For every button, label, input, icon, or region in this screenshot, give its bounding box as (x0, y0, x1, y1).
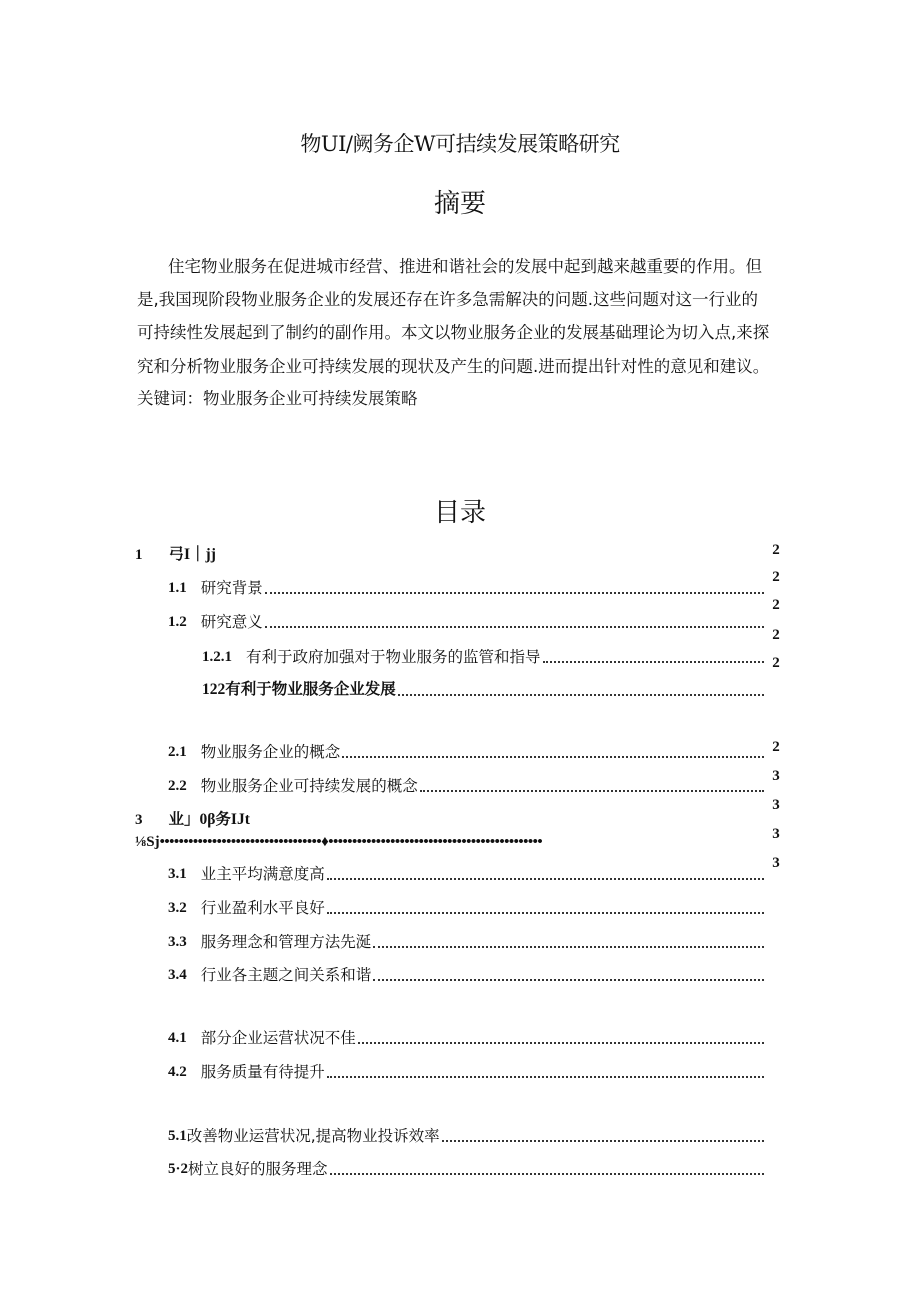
toc-page-number: 3 (772, 855, 780, 871)
toc-entry-label: 122有利于物业服务企业发展 (202, 681, 396, 698)
abstract-line-2: 是,我国现阶段物业服务企业的发展还存在许多急需解决的问题.这些问题对这一行业的 (137, 290, 758, 309)
toc-leader-dots (265, 592, 764, 594)
document-title: 物UI/阙务企W可拮续发展策略研究 (300, 132, 620, 156)
toc-entry-label: 物业服务企业的概念 (200, 743, 341, 761)
toc-entry-1-2-2[interactable] (202, 680, 764, 700)
toc-leader-dots (398, 694, 764, 696)
toc-leader-dots (373, 979, 764, 981)
toc-entry-3[interactable] (135, 810, 535, 830)
abstract-line-3: 可持续性发展起到了制约的副作用。本文以物业服务企业的发展基础理论为切入点,来探 (137, 323, 770, 342)
toc-leader-dots (420, 790, 764, 792)
toc-entry-3-2[interactable] (168, 898, 764, 918)
toc-leader-dots (265, 626, 764, 628)
toc-entry-3-1[interactable] (168, 864, 764, 884)
toc-entry-number: 1.2 (168, 614, 187, 630)
toc-leader-dots (327, 912, 764, 914)
toc-entry-3-3[interactable] (168, 932, 764, 952)
toc-entry-label: 研究背景 (200, 579, 263, 597)
toc-entry-number: 5·2 (168, 1161, 189, 1177)
toc-leader-dots (442, 1140, 764, 1142)
toc-entry-1-1[interactable] (168, 578, 764, 598)
toc-entry-1-2[interactable] (168, 612, 764, 632)
toc-entry-number: 3.1 (168, 866, 187, 882)
toc-entry-label: 业」0β务IJt (168, 811, 250, 828)
toc-page-number: 2 (772, 627, 780, 643)
toc-page-number: 2 (772, 597, 780, 613)
toc-entry-2-1[interactable] (168, 742, 764, 762)
toc-entry-number: 1 (135, 547, 143, 563)
abstract-heading: 摘要 (433, 189, 486, 219)
toc-entry-label: 有利于政府加强对于物业服务的监管和指导 (246, 648, 541, 666)
toc-bullet-leader: ••••••••••••••••••••••••••••••••••♦••••••••••••••••••••••••••••••••••••••••••••• (159, 834, 543, 850)
toc-entry-label: 弓I｜jj (168, 546, 216, 563)
toc-page-number: 2 (772, 739, 780, 755)
toc-entry-number: 4.2 (168, 1064, 187, 1080)
abstract-line-1: 住宅物业服务在促进城市经营、推进和谐社会的发展中起到越来越重要的作用。但 (168, 257, 762, 276)
toc-page-number: 3 (772, 826, 780, 842)
toc-entry-5-2[interactable] (168, 1159, 764, 1179)
toc-entry-number: 2.2 (168, 778, 187, 794)
toc-entry-4-1[interactable] (168, 1028, 764, 1048)
toc-page-number: 3 (772, 768, 780, 784)
toc-broken-prefix: ⅛Sj (135, 834, 160, 850)
toc-entry-label: 改善物业运营状况,提高物业投诉效率 (186, 1127, 440, 1145)
toc-page-number: 2 (772, 569, 780, 585)
toc-entry-number: 1.2.1 (202, 649, 232, 665)
toc-leader-dots (327, 878, 764, 880)
toc-entry-number: 3 (135, 812, 143, 828)
toc-entry-label: 服务质量有待提升 (200, 1063, 325, 1081)
toc-entry-label: 行业盈利水平良好 (200, 899, 325, 917)
toc-page-number: 2 (772, 655, 780, 671)
toc-entry-number: 4.1 (168, 1030, 187, 1046)
toc-entry-number: 1.1 (168, 580, 187, 596)
toc-entry-1[interactable] (135, 545, 515, 565)
toc-broken-leader (135, 834, 542, 851)
toc-leader-dots (543, 661, 764, 663)
toc-entry-label: 行业各主题之间关系和谐 (200, 966, 372, 984)
keywords: 关键词：物业服务企业可持续发展策略 (137, 389, 418, 408)
toc-entry-number: 3.4 (168, 967, 187, 983)
abstract-line-4: 究和分析物业服务企业可持续发展的现状及产生的问题.进而提出针对性的意见和建议。 (137, 357, 770, 376)
toc-entry-number: 3.2 (168, 900, 187, 916)
toc-entry-3-4[interactable] (168, 965, 764, 985)
toc-entry-2-2[interactable] (168, 776, 764, 796)
toc-page-number: 2 (772, 542, 780, 558)
toc-entry-number: 3.3 (168, 934, 187, 950)
toc-entry-label: 服务理念和管理方法先涎 (200, 933, 372, 951)
toc-entry-label: 部分企业运营状况不佳 (200, 1029, 356, 1047)
toc-entry-5-1[interactable] (168, 1126, 764, 1146)
toc-leader-dots (342, 756, 764, 758)
toc-entry-1-2-1[interactable] (202, 647, 764, 667)
toc-leader-dots (330, 1173, 764, 1175)
toc-entry-label: 树立良好的服务理念 (188, 1160, 328, 1178)
toc-leader-dots (358, 1042, 764, 1044)
toc-heading: 目录 (433, 498, 486, 528)
toc-entry-label: 物业服务企业可持续发展的概念 (200, 777, 418, 795)
toc-entry-label: 研究意义 (200, 613, 263, 631)
toc-leader-dots (327, 1076, 764, 1078)
toc-entry-number: 5.1 (168, 1128, 187, 1144)
toc-entry-4-2[interactable] (168, 1062, 764, 1082)
toc-entry-number: 2.1 (168, 744, 187, 760)
toc-page-number: 3 (772, 797, 780, 813)
toc-entry-label: 业主平均满意度高 (200, 865, 325, 883)
toc-leader-dots (373, 946, 764, 948)
